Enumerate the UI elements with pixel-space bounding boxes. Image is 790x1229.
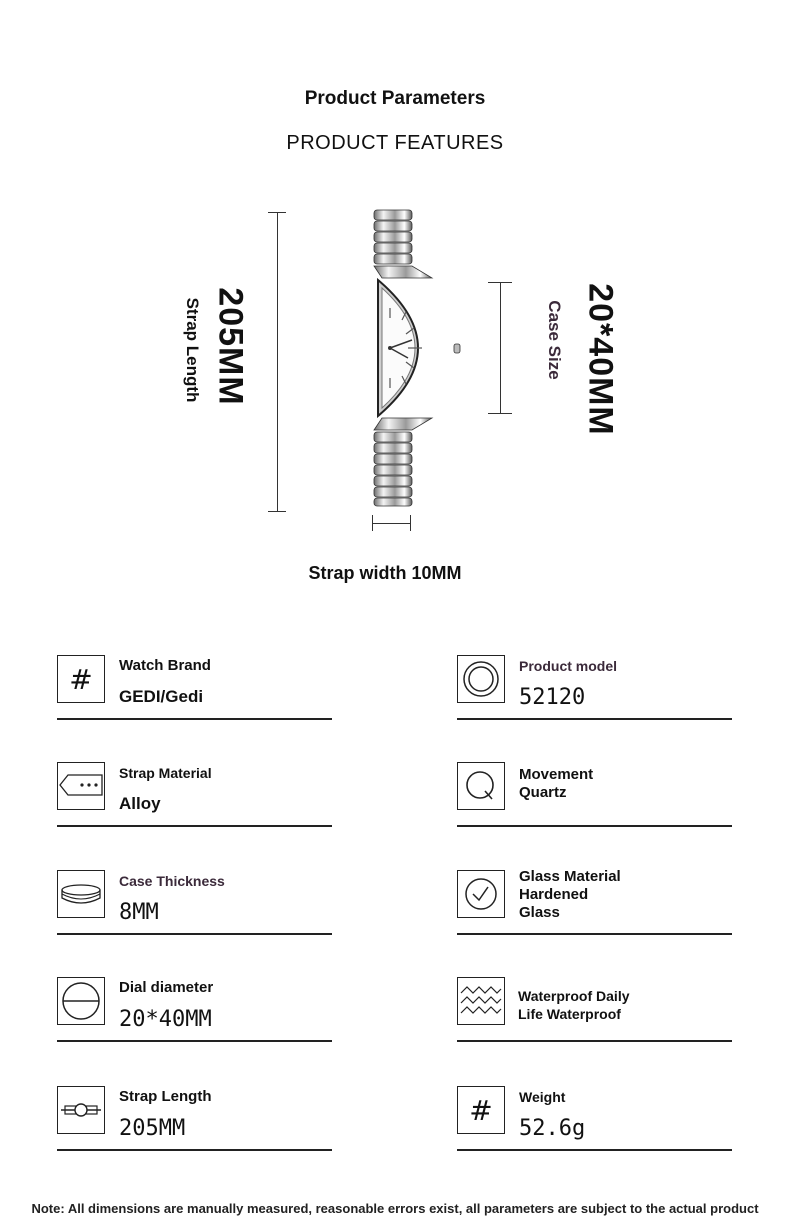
strap-width-cap-right — [410, 515, 411, 531]
spec-watch-brand — [57, 655, 332, 740]
spec-value: 8MM — [119, 900, 159, 925]
case-size-cap-bottom — [488, 413, 512, 414]
spec-label: Strap Material — [119, 765, 212, 781]
divider — [457, 933, 732, 935]
strap-width-label: Strap width 10MM — [308, 563, 462, 583]
spec-label: Movement Quartz — [519, 766, 594, 801]
spec-label: Weight — [519, 1089, 566, 1105]
spec-label: Strap Length — [119, 1088, 212, 1105]
divider — [57, 1149, 332, 1151]
divider — [57, 825, 332, 827]
spec-value: Alloy — [119, 794, 161, 813]
hash-icon: # — [457, 1086, 505, 1134]
strap-length-cap-bottom — [268, 511, 286, 512]
spec-weight — [457, 1086, 732, 1171]
spec-label: Waterproof Daily Life Waterproof — [518, 988, 630, 1022]
spec-label: Product model — [519, 658, 618, 674]
strap-length-dimension-line — [277, 212, 278, 512]
divider — [457, 825, 732, 827]
spec-value: 20*40MM — [119, 1007, 212, 1032]
page-subtitle: PRODUCT FEATURES — [286, 132, 504, 154]
spec-case-thickness — [57, 870, 332, 955]
spec-label: Glass Material Hardened Glass — [519, 868, 621, 921]
strap-width-dimension-line — [372, 523, 410, 524]
spec-movement — [457, 762, 732, 847]
layers-icon — [57, 870, 105, 918]
hash-icon: # — [57, 655, 105, 703]
strap-length-value: 205MM — [211, 287, 250, 406]
strap-length-icon — [57, 1086, 105, 1134]
spec-label: Dial diameter — [119, 979, 214, 996]
spec-label: Watch Brand — [119, 657, 211, 674]
spec-value: GEDI/Gedi — [119, 687, 204, 706]
spec-strap-length — [57, 1086, 332, 1171]
divider — [457, 1149, 732, 1151]
spec-waterproof — [457, 977, 732, 1062]
divider — [457, 1040, 732, 1042]
concentric-circle-icon — [457, 655, 505, 703]
strap-length-label: Strap Length — [183, 297, 202, 403]
case-size-value: 20*40MM — [581, 283, 620, 436]
waves-icon — [457, 977, 505, 1025]
case-size-label: Case Size — [545, 300, 564, 380]
spec-product-model — [457, 655, 732, 740]
divider — [57, 933, 332, 935]
spec-label: Case Thickness — [119, 873, 225, 889]
spec-strap-material — [57, 762, 332, 847]
case-size-dimension-line — [500, 282, 501, 414]
spec-value: 52120 — [519, 685, 586, 710]
divider — [457, 718, 732, 720]
watch-image — [360, 208, 470, 508]
footer-note: Note: All dimensions are manually measured, reasonable errors exist, all parameters are subject to the actual product — [31, 1201, 759, 1216]
spec-value: 205MM — [119, 1116, 186, 1141]
strap-icon — [57, 762, 105, 810]
q-circle-icon — [457, 762, 505, 810]
divider — [57, 718, 332, 720]
lower-strap — [374, 418, 432, 506]
spec-glass-material — [457, 870, 732, 955]
page-title: Product Parameters — [304, 88, 486, 109]
spec-value: 52.6g — [519, 1116, 586, 1141]
check-circle-icon — [457, 870, 505, 918]
upper-strap — [374, 210, 432, 278]
divider — [57, 1040, 332, 1042]
circle-line-icon — [57, 977, 105, 1025]
spec-dial-diameter — [57, 977, 332, 1062]
